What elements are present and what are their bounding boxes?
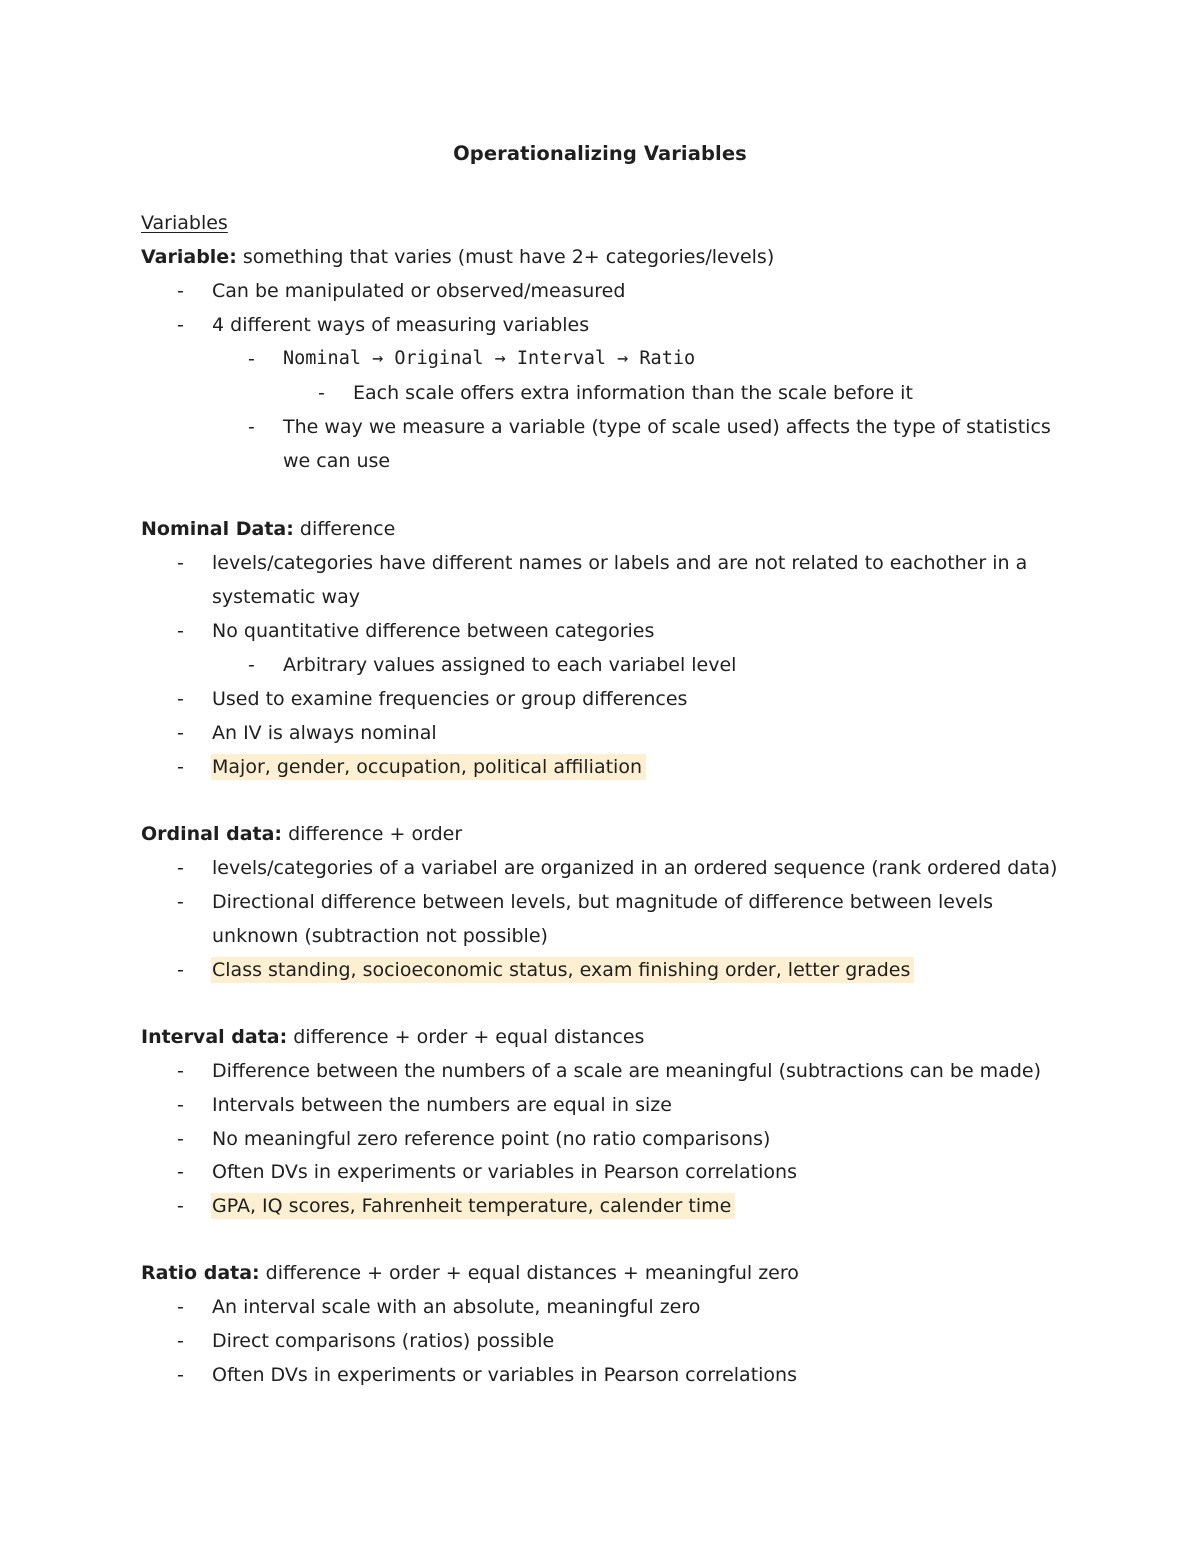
list-item: Used to examine frequencies or group differences [212, 688, 688, 710]
list-item: 4 different ways of measuring variables [212, 314, 590, 336]
interval-desc: difference + order + equal distances [287, 1026, 645, 1048]
ratio-desc: difference + order + equal distances + meaningful zero [259, 1262, 799, 1284]
interval-heading [141, 1024, 644, 1050]
bullet-dash: - [177, 891, 184, 913]
highlight-text: GPA, IQ scores, Fahrenheit temperature, calender time [211, 1193, 735, 1219]
bullet-dash: - [177, 1330, 184, 1352]
list-item: levels/categories of a variabel are organized in an ordered sequence (rank ordered data) [212, 857, 1058, 879]
list-item-continued: systematic way [212, 586, 360, 608]
list-item: Each scale offers extra information than the scale before it [353, 382, 913, 404]
bullet-dash: - [177, 1128, 184, 1150]
list-item: No quantitative difference between categories [212, 620, 655, 642]
list-item: Difference between the numbers of a scale are meaningful (subtractions can be made) [212, 1060, 1041, 1082]
list-item: levels/categories have different names or labels and are not related to eachother in a [212, 552, 1028, 574]
ordinal-desc: difference + order [282, 823, 463, 845]
bullet-dash: - [177, 688, 184, 710]
bullet-dash: - [318, 382, 325, 404]
nominal-term: Nominal Data: [141, 518, 294, 540]
nominal-heading [141, 516, 395, 542]
examples-highlighted [211, 754, 646, 780]
ordinal-heading [141, 821, 462, 847]
list-item: Often DVs in experiments or variables in Pearson correlations [212, 1364, 797, 1386]
list-item: The way we measure a variable (type of scale used) affects the type of statistics [283, 416, 1051, 438]
scale-order-code: Nominal → Original → Interval → Ratio [283, 348, 696, 369]
bullet-dash: - [177, 1364, 184, 1386]
variable-term: Variable: [141, 246, 237, 268]
list-item: Can be manipulated or observed/measured [212, 280, 626, 302]
list-item: An interval scale with an absolute, meaningful zero [212, 1296, 701, 1318]
bullet-dash: - [177, 857, 184, 879]
bullet-dash: - [177, 1195, 184, 1217]
bullet-dash: - [177, 1060, 184, 1082]
list-item: Directional difference between levels, but magnitude of difference between levels [212, 891, 994, 913]
bullet-dash: - [177, 280, 184, 302]
highlight-text: Major, gender, occupation, political affiliation [211, 754, 646, 780]
variables-heading: Variables [141, 212, 228, 234]
examples-highlighted [211, 1193, 735, 1219]
variable-desc: something that varies (must have 2+ categories/levels) [236, 246, 775, 268]
list-item: An IV is always nominal [212, 722, 437, 744]
ratio-term: Ratio data: [141, 1262, 260, 1284]
list-item-continued: we can use [283, 450, 391, 472]
bullet-dash: - [248, 348, 255, 370]
list-item: Intervals between the numbers are equal in size [212, 1094, 672, 1116]
list-item: Often DVs in experiments or variables in Pearson correlations [212, 1161, 797, 1183]
examples-highlighted [211, 957, 914, 983]
bullet-dash: - [177, 722, 184, 744]
nominal-desc: difference [293, 518, 396, 540]
list-item-continued: unknown (subtraction not possible) [212, 925, 548, 947]
bullet-dash: - [177, 1296, 184, 1318]
highlight-text: Class standing, socioeconomic status, exam finishing order, letter grades [211, 957, 914, 983]
variable-definition [141, 244, 774, 270]
bullet-dash: - [177, 756, 184, 778]
list-item: Direct comparisons (ratios) possible [212, 1330, 555, 1352]
bullet-dash: - [177, 552, 184, 574]
ordinal-term: Ordinal data: [141, 823, 283, 845]
bullet-dash: - [177, 1094, 184, 1116]
bullet-dash: - [177, 1161, 184, 1183]
bullet-dash: - [177, 314, 184, 336]
bullet-dash: - [177, 620, 184, 642]
bullet-dash: - [248, 416, 255, 438]
bullet-dash: - [177, 959, 184, 981]
page-title: Operationalizing Variables [453, 142, 747, 165]
bullet-dash: - [248, 654, 255, 676]
interval-term: Interval data: [141, 1026, 288, 1048]
list-item: Arbitrary values assigned to each variabel level [283, 654, 737, 676]
ratio-heading [141, 1260, 799, 1286]
list-item: No meaningful zero reference point (no ratio comparisons) [212, 1128, 771, 1150]
